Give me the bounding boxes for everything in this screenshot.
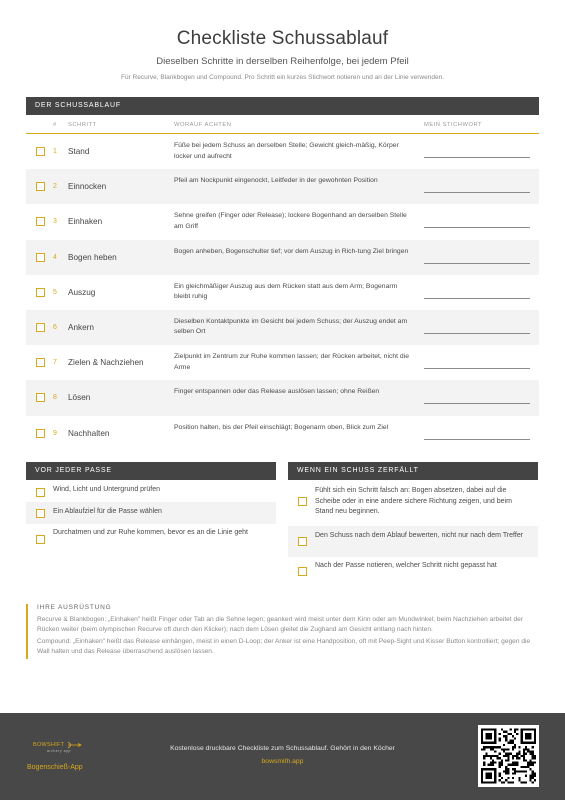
table-header — [26, 115, 539, 134]
step-focus-text: Dieselben Kontaktpunkte im Gesicht bei jedem Schuss; der Auszug endet am selben Ort — [174, 317, 408, 336]
step-focus-text: Bogen anheben, Bogenschulter tief; vor dem Auszug in Rich-tung Ziel bringen — [174, 247, 409, 255]
app-label: Bogenschieß-App — [27, 764, 83, 771]
checkbox-icon[interactable] — [36, 217, 45, 226]
shot-sequence-table — [26, 97, 539, 451]
before-end-list — [26, 480, 276, 558]
checkbox-icon[interactable] — [36, 147, 45, 156]
breakdown-list — [288, 480, 538, 587]
footer-text: Kostenlose druckbare Checkliste zum Schussablauf. Gehört in den Köcher — [170, 745, 395, 752]
step-name: Stand — [68, 147, 90, 156]
footer-url[interactable]: bowsmith.app — [261, 758, 304, 765]
keyword-write-line[interactable] — [424, 192, 530, 193]
step-number: 8 — [53, 394, 57, 402]
step-number: 5 — [53, 288, 57, 296]
before-item-text: Wind, Licht und Untergrund prüfen — [53, 486, 161, 493]
step-focus-text: Position halten, bis der Pfeil einschlägt; Bogenarm oben, Blick zum Ziel — [174, 423, 389, 431]
keyword-write-line[interactable] — [424, 403, 530, 404]
checkbox-icon[interactable] — [36, 429, 45, 438]
checkbox-icon[interactable] — [36, 488, 45, 497]
step-focus-text: Sehne greifen (Finger oder Release); lockere Bogenhand an derselben Stelle am Griff — [174, 212, 407, 230]
before-item — [26, 480, 276, 502]
checkbox-icon[interactable] — [36, 358, 45, 367]
step-name: Zielen & Nachziehen — [68, 358, 144, 368]
before-each-end-box — [26, 462, 276, 558]
logo-wordmark: BOWSHIFT — [33, 742, 65, 748]
step-number: 4 — [53, 253, 57, 261]
equipment-notes — [26, 604, 539, 659]
brand-logo — [33, 741, 89, 753]
checkbox-icon[interactable] — [298, 497, 307, 506]
checkbox-icon[interactable] — [36, 323, 45, 332]
checkbox-icon[interactable] — [36, 393, 45, 402]
table-row — [26, 345, 539, 380]
before-item-text: Durchatmen und zur Ruhe kommen, bevor es an die Linie geht — [53, 529, 248, 536]
breakdown-item — [288, 557, 538, 587]
breakdown-item — [288, 526, 538, 557]
page-title: Checkliste Schussablauf — [176, 28, 389, 49]
step-number: 3 — [53, 218, 57, 226]
column-header-focus: WORAUF ACHTEN — [174, 122, 232, 128]
checkbox-icon[interactable] — [36, 535, 45, 544]
step-number: 7 — [53, 359, 57, 367]
footer — [0, 713, 565, 800]
step-number: 2 — [53, 183, 57, 191]
checkbox-icon[interactable] — [36, 182, 45, 191]
page-intro: Für Recurve, Blankbogen und Compound. Pro Schritt ein kurzes Stichwort notieren und an der Linie verwenden. — [120, 74, 444, 81]
breakdown-item-text: Den Schuss nach dem Ablauf bewerten, nicht nur nach dem Treffer — [315, 532, 524, 539]
section-title-breakdown: WENN EIN SCHUSS ZERFÄLLT — [288, 462, 538, 480]
checkbox-icon[interactable] — [36, 253, 45, 262]
step-name: Ankern — [68, 322, 94, 332]
equipment-title: IHRE AUSRÜSTUNG — [37, 604, 112, 611]
table-row — [26, 204, 539, 239]
step-focus-text: Zielpunkt im Zentrum zur Ruhe kommen lassen; der Rücken arbeitet, nicht die Arme — [174, 353, 409, 371]
column-header-keyword: MEIN STICHWORT — [424, 122, 483, 128]
table-row — [26, 169, 539, 204]
step-focus-text: Ein gleichmäßiger Auszug aus dem Rücken statt aus dem Arm; Bogenarm bleibt ruhig — [174, 282, 398, 301]
step-name: Einhaken — [68, 217, 103, 227]
bow-arrow-logo-icon — [33, 741, 89, 749]
step-focus-text: Pfeil am Nockpunkt eingenockt, Leitfeder in der gewohnten Position — [174, 177, 378, 185]
keyword-write-line[interactable] — [424, 333, 530, 334]
keyword-write-line[interactable] — [424, 368, 530, 369]
before-item — [26, 502, 276, 524]
before-item-text: Ein Ablaufziel für die Passe wählen — [53, 508, 162, 515]
table-row — [26, 416, 539, 451]
qr-code-icon — [478, 725, 539, 787]
logo-tagline: archery app — [47, 749, 71, 753]
step-focus-text: Finger entspannen oder das Release auslösen lassen; ohne Reißen — [174, 388, 380, 396]
breakdown-item — [288, 480, 538, 526]
section-title-shot-sequence: DER SCHUSSABLAUF — [26, 97, 539, 115]
table-row — [26, 134, 539, 169]
page-subtitle: Dieselben Schritte in derselben Reihenfolge, bei jedem Pfeil — [156, 56, 409, 67]
keyword-write-line[interactable] — [424, 298, 530, 299]
step-number: 1 — [53, 148, 57, 155]
table-row — [26, 380, 539, 415]
step-name: Lösen — [68, 393, 91, 403]
equipment-compound-note: Compound: „Einhaken" heißt das Release einhängen, meist in einen D-Loop; der Anker ist eine Handposition, oft mit Peep-Sight und Kisser Button kontrolliert; gegen die Wall halten und das Release überraschend auslösen lassen. — [37, 638, 531, 655]
checkbox-icon[interactable] — [36, 509, 45, 518]
keyword-write-line[interactable] — [424, 263, 530, 264]
checkbox-icon[interactable] — [36, 288, 45, 297]
step-name: Einnocken — [68, 182, 107, 192]
step-number: 6 — [53, 323, 57, 331]
breakdown-item-text: Fühlt sich ein Schritt falsch an: Bogen absetzen, dabei auf die Scheibe oder in eine andere sichere Richtung zeigen, und beim Stand neu beginnen. — [315, 487, 512, 515]
equipment-recurve-note: Recurve & Blankbogen: „Einhaken" heißt Finger oder Tab an die Sehne legen; geankert wird meist unter dem Kinn oder am Mundwinkel; beim Nachziehen arbeitet der Rücken weiter (beim olympischen Recurve oft durch den Klicker); nach dem Lösen gleitet die Zughand am Gesicht entlang nach hinten. — [37, 616, 524, 633]
keyword-write-line[interactable] — [424, 227, 530, 228]
table-body — [26, 134, 539, 451]
before-item — [26, 524, 276, 558]
keyword-write-line[interactable] — [424, 157, 530, 158]
table-row — [26, 240, 539, 275]
step-name: Auszug — [68, 287, 96, 297]
keyword-write-line[interactable] — [424, 439, 530, 440]
column-header-num: # — [53, 122, 57, 128]
checkbox-icon[interactable] — [298, 567, 307, 576]
step-focus-text: Füße bei jedem Schuss an derselben Stelle; Gewicht gleich-mäßig, Körper locker und aufrecht — [174, 142, 399, 160]
table-row — [26, 275, 539, 310]
checkbox-icon[interactable] — [298, 537, 307, 546]
step-name: Bogen heben — [68, 252, 117, 262]
table-row — [26, 310, 539, 345]
step-name: Nachhalten — [68, 428, 110, 438]
step-number: 9 — [53, 429, 57, 437]
section-title-before-end: VOR JEDER PASSE — [26, 462, 276, 480]
column-header-step: SCHRITT — [68, 122, 97, 128]
shot-breakdown-box — [288, 462, 538, 587]
breakdown-item-text: Nach der Passe notieren, welcher Schritt nicht gepasst hat — [315, 562, 497, 569]
